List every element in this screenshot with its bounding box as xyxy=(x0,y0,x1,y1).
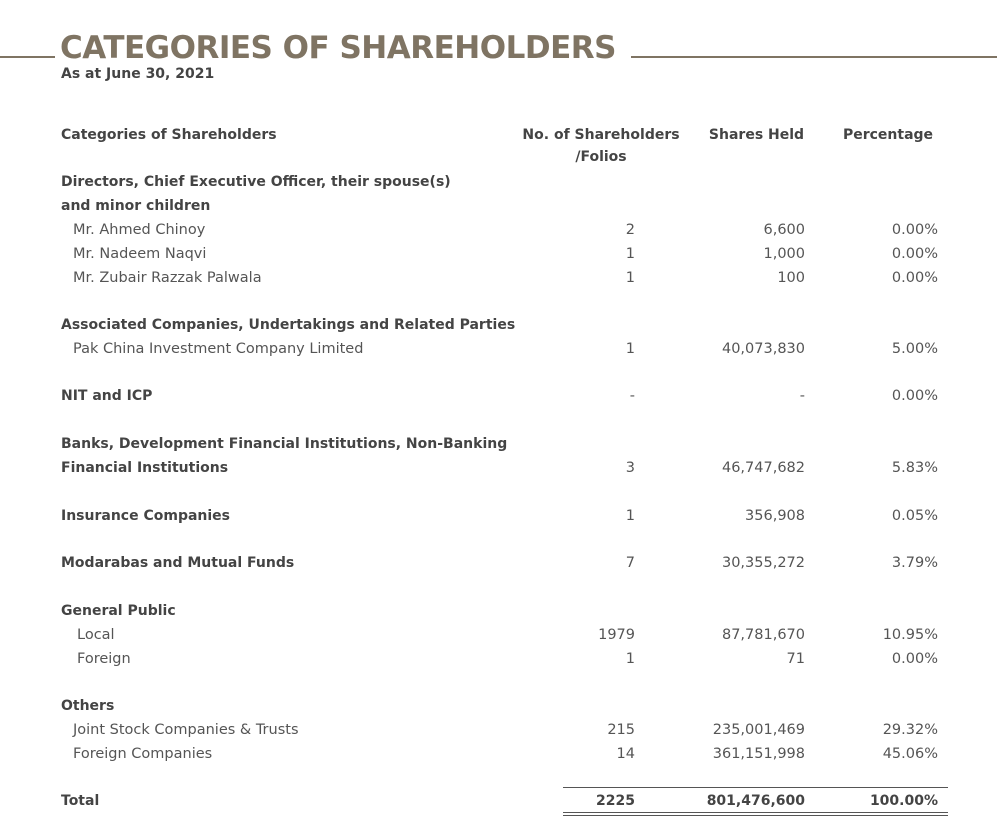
page-title: CATEGORIES OF SHAREHOLDERS xyxy=(60,30,616,66)
row-shares: - xyxy=(799,388,805,404)
table-row xyxy=(0,718,997,742)
row-shares: 30,355,272 xyxy=(721,555,805,571)
row-label: Mr. Zubair Razzak Palwala xyxy=(73,270,262,286)
row-shares: 6,600 xyxy=(763,222,805,238)
row-label: Foreign xyxy=(77,651,131,667)
row-label: Banks, Development Financial Institutions, Non-Banking xyxy=(61,436,508,452)
table-row xyxy=(0,218,997,242)
table-row xyxy=(0,170,997,194)
row-percentage: 5.00% xyxy=(891,341,938,357)
row-shares: 235,001,469 xyxy=(712,722,805,738)
row-number: - xyxy=(629,388,635,404)
total-bottom-rule-double xyxy=(563,815,948,816)
row-percentage: 0.00% xyxy=(891,388,938,404)
table-row xyxy=(0,742,997,766)
table-row xyxy=(0,456,997,480)
row-number: 1 xyxy=(625,651,635,667)
row-shares: 40,073,830 xyxy=(721,341,805,357)
total-number: 2225 xyxy=(596,793,635,809)
table-row xyxy=(0,384,997,408)
page-subtitle: As at June 30, 2021 xyxy=(61,66,215,82)
row-label: Joint Stock Companies & Trusts xyxy=(73,722,299,738)
row-label: Others xyxy=(61,698,115,714)
row-number: 1 xyxy=(625,341,635,357)
row-shares: 71 xyxy=(786,651,805,667)
total-row xyxy=(0,789,997,813)
row-shares: 87,781,670 xyxy=(721,627,805,643)
column-header-shares: Shares Held xyxy=(708,127,805,143)
row-number: 2 xyxy=(625,222,635,238)
row-shares: 46,747,682 xyxy=(721,460,805,476)
row-percentage: 10.95% xyxy=(882,627,938,643)
row-percentage: 29.32% xyxy=(882,722,938,738)
row-shares: 1,000 xyxy=(763,246,805,262)
table-row xyxy=(0,194,997,218)
row-label: General Public xyxy=(61,603,176,619)
table-row xyxy=(0,242,997,266)
row-number: 3 xyxy=(625,460,635,476)
row-percentage: 45.06% xyxy=(882,746,938,762)
row-number: 1 xyxy=(625,508,635,524)
table-row xyxy=(0,337,997,361)
total-shares: 801,476,600 xyxy=(706,793,805,809)
table-row xyxy=(0,551,997,575)
row-label: Financial Institutions xyxy=(61,460,229,476)
row-shares: 356,908 xyxy=(745,508,805,524)
row-percentage: 0.00% xyxy=(891,222,938,238)
row-label: and minor children xyxy=(61,198,211,214)
table-row xyxy=(0,266,997,290)
total-top-rule xyxy=(563,787,948,788)
row-percentage: 0.00% xyxy=(891,270,938,286)
row-percentage: 5.83% xyxy=(891,460,938,476)
row-shares: 361,151,998 xyxy=(712,746,805,762)
table-row xyxy=(0,504,997,528)
row-label: Associated Companies, Undertakings and Related Parties xyxy=(61,317,516,333)
total-percentage: 100.00% xyxy=(869,793,938,809)
row-label: Modarabas and Mutual Funds xyxy=(61,555,295,571)
row-number: 1 xyxy=(625,246,635,262)
row-label: Local xyxy=(77,627,115,643)
row-percentage: 0.05% xyxy=(891,508,938,524)
row-number: 1979 xyxy=(598,627,635,643)
page-header xyxy=(0,28,997,68)
header-rule-left xyxy=(0,56,55,58)
row-number: 215 xyxy=(607,722,635,738)
row-label: Mr. Nadeem Naqvi xyxy=(73,246,207,262)
column-header-number-line1: No. of Shareholders xyxy=(522,127,680,143)
header-rule-right xyxy=(631,56,997,58)
table-row xyxy=(0,432,997,456)
table-row xyxy=(0,694,997,718)
row-percentage: 3.79% xyxy=(891,555,938,571)
table-row xyxy=(0,647,997,671)
column-header-number xyxy=(520,124,682,168)
column-header-number-line2: /Folios xyxy=(575,149,627,165)
row-percentage: 0.00% xyxy=(891,246,938,262)
row-label: Mr. Ahmed Chinoy xyxy=(73,222,206,238)
row-percentage: 0.00% xyxy=(891,651,938,667)
row-number: 14 xyxy=(616,746,635,762)
row-label: Directors, Chief Executive Officer, their spouse(s) xyxy=(61,174,451,190)
column-header-category: Categories of Shareholders xyxy=(61,127,277,143)
table-row xyxy=(0,599,997,623)
table-row xyxy=(0,313,997,337)
row-shares: 100 xyxy=(777,270,805,286)
row-label: Pak China Investment Company Limited xyxy=(73,341,364,357)
table-row xyxy=(0,623,997,647)
total-label: Total xyxy=(61,793,100,809)
row-number: 1 xyxy=(625,270,635,286)
row-label: NIT and ICP xyxy=(61,388,153,404)
column-header-percentage: Percentage xyxy=(842,127,934,143)
row-number: 7 xyxy=(625,555,635,571)
row-label: Insurance Companies xyxy=(61,508,231,524)
row-label: Foreign Companies xyxy=(73,746,213,762)
